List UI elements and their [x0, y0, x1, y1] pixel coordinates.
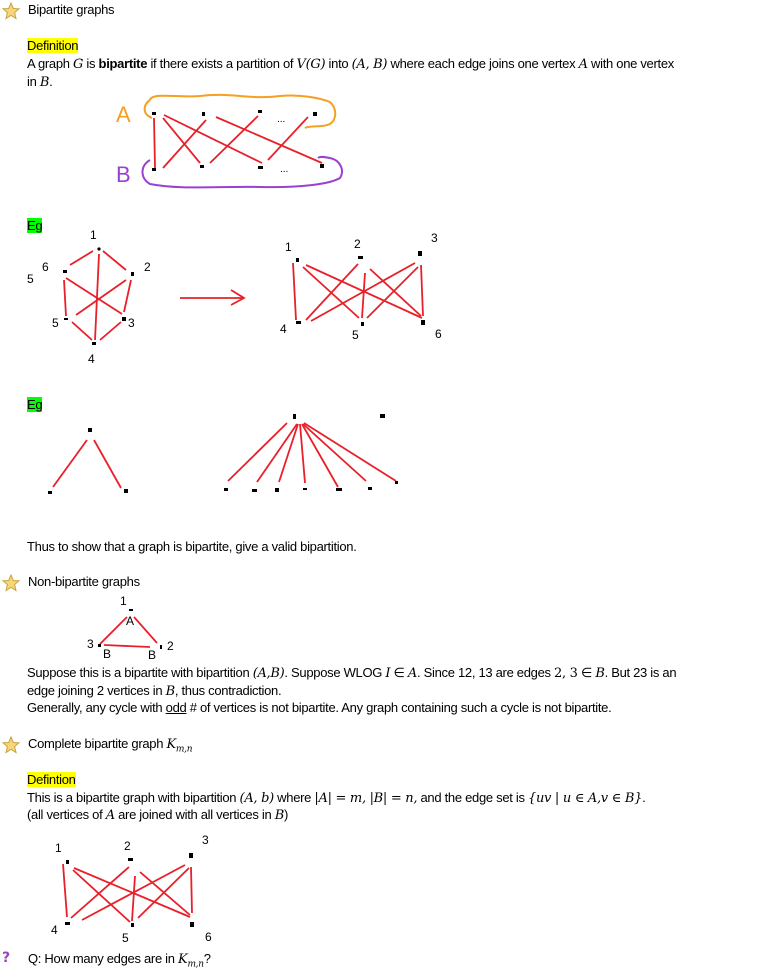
vertex-label: 2 — [167, 639, 174, 653]
vertex — [189, 853, 193, 858]
complete-definition-line-2: (all vertices of A are joined with all vertices in B) — [27, 807, 288, 823]
dots-a: ... — [277, 114, 286, 125]
vertex-label: 3 — [128, 316, 135, 330]
set-b-label: B — [116, 162, 131, 187]
bold-term-bipartite: bipartite — [98, 56, 148, 71]
vertex-label: 4 — [280, 322, 287, 336]
vertex-label: 3 — [202, 833, 209, 847]
vertex — [131, 923, 134, 927]
vertex-label: 5 — [352, 328, 359, 342]
vertex-label: 6 — [42, 260, 49, 274]
vertex-label: 2 — [124, 839, 131, 853]
question-icon: ? — [2, 950, 11, 966]
section-title-bipartite: Bipartite graphs — [28, 2, 115, 17]
underlined-odd: odd — [165, 700, 187, 715]
vertex — [190, 922, 194, 927]
edge — [191, 867, 192, 913]
vertex — [66, 860, 69, 864]
vertex-label: 1 — [90, 228, 97, 242]
section-title-non-bipartite: Non-bipartite graphs — [28, 574, 140, 589]
definition-label-2: Defintion — [27, 772, 76, 787]
question-text: Q: How many edges are in $K_{m,n}$? — [28, 951, 211, 970]
vertex-label: 4 — [88, 352, 95, 366]
partition-label: B — [148, 648, 157, 662]
vertex-label: 6 — [205, 930, 212, 944]
vertex-label: 3 — [87, 637, 94, 651]
complete-definition-line-1: This is a bipartite graph with bipartition (A, b) where |A| = m, |B| = n, and the edge set is {uv | u ∈ A,v ∈ B}. — [27, 790, 646, 806]
definition-highlight: Definition — [27, 38, 79, 53]
dots-b: ... — [280, 164, 289, 175]
conclusion-text: Thus to show that a graph is bipartite, give a valid bipartition. — [27, 539, 357, 554]
k33-edges — [63, 864, 192, 922]
generalization-text: Generally, any cycle with odd # of vertices is not bipartite. Any graph containing such a cycle is not bipartite. — [27, 700, 612, 715]
vertex — [128, 858, 133, 861]
definition-line-2: in B. — [27, 74, 53, 90]
edge — [63, 864, 67, 917]
example-label-1: Eg — [27, 218, 43, 233]
vertex-label: 5 — [52, 316, 59, 330]
definition-line-1: A graph G is bipartite if there exists a partition of V(G) into (A, B) where each edge joins one vertex A with one vertex — [27, 56, 674, 72]
vertex-label: 4 — [51, 923, 58, 937]
proof-line-2: edge joining 2 vertices in B, thus contradiction. — [27, 683, 282, 699]
vertex-label: 6 — [435, 327, 442, 341]
edge — [132, 876, 135, 921]
vertex-label: 1 — [120, 594, 127, 608]
vertex-label: 5 — [122, 931, 129, 945]
example-label-2: Eg — [27, 397, 43, 412]
stray-label: 5 — [27, 272, 34, 286]
proof-line-1: Suppose this is a bipartite with bipartition (A,B). Suppose WLOG I ∈ A. Since 12, 13 are edges 2, 3 ∈ B. But 23 is an — [27, 665, 677, 681]
vertex-label: 1 — [285, 240, 292, 254]
vertex-label: 3 — [431, 231, 438, 245]
vertex-label: 1 — [55, 841, 62, 855]
set-a-label: A — [116, 102, 131, 127]
section-title-complete-bipartite: Complete bipartite graph $K_{m,n}$ — [28, 736, 193, 755]
vertex-label: 2 — [354, 237, 361, 251]
vertex-label: 2 — [144, 260, 151, 274]
partition-label: A — [126, 614, 135, 628]
partition-label: B — [103, 647, 112, 661]
vertex — [65, 922, 70, 925]
k33-vertices — [65, 853, 194, 927]
edge — [73, 870, 130, 922]
